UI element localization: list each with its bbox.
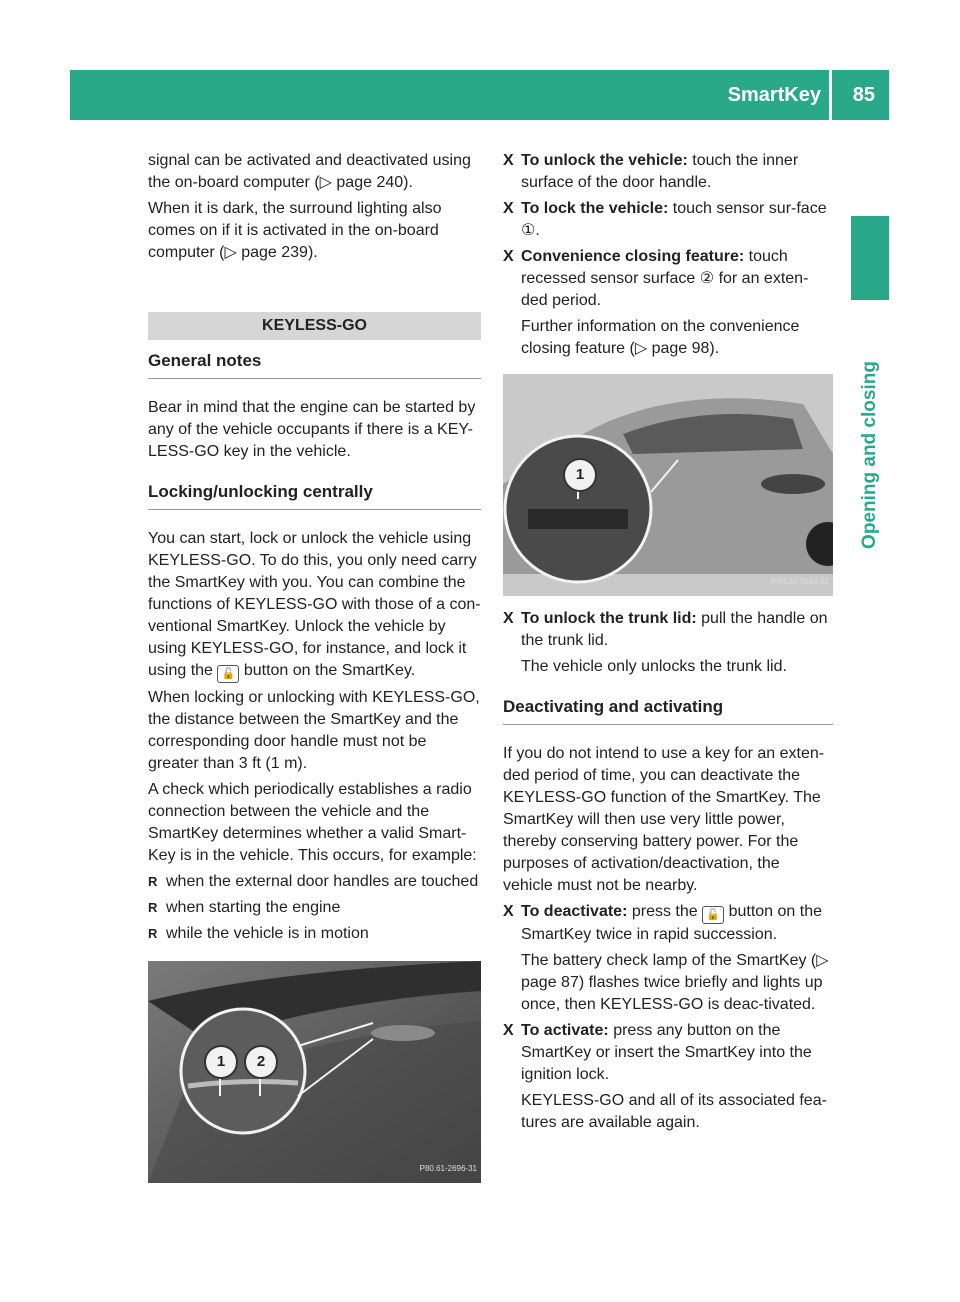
side-tab-block xyxy=(851,216,889,300)
intro-paragraph-2: When it is dark, the surround lighting also comes on if it is activated in the on-board computer (▷ page 239). xyxy=(148,200,442,261)
step-marker: X xyxy=(503,610,514,627)
callout-ref-1: ① xyxy=(521,222,536,239)
general-notes-paragraph: Bear in mind that the engine can be started by any of the vehicle occupants if there is a KEY-LESS-GO key in the vehicle. xyxy=(148,399,476,460)
right-column xyxy=(503,150,833,1138)
locking-paragraph-1-b: button on the SmartKey. xyxy=(243,662,416,679)
step-text: press any button on the SmartKey or insert the SmartKey into the ignition lock. xyxy=(521,1022,812,1083)
callout-ref-2: ② xyxy=(699,270,715,287)
deactivating-heading: Deactivating and activating xyxy=(503,696,833,725)
step-marker: X xyxy=(503,152,514,169)
section-title-bar xyxy=(148,312,481,340)
image-caption: P80.61-2696-31 xyxy=(419,1164,477,1173)
section-title: KEYLESS-GO xyxy=(262,317,367,334)
step-text-end: . xyxy=(535,222,540,239)
step-text: touch recessed sensor surface xyxy=(521,248,788,287)
locking-paragraph-3: A check which periodically establishes a radio connection between the vehicle and the SmartKey determines whether a valid Smart-Key is in the vehicle. This occurs, for example: xyxy=(148,781,477,864)
bullet-marker: R xyxy=(148,874,158,889)
step-label: Convenience closing feature: xyxy=(521,248,745,265)
header-title: SmartKey xyxy=(727,84,821,106)
locking-paragraph-1 xyxy=(148,528,481,683)
intro-paragraph-1: signal can be activated and deactivated using the on-board computer (▷ page 240). xyxy=(148,152,471,191)
step-lock-vehicle xyxy=(503,198,833,242)
step-marker: X xyxy=(503,248,514,265)
step-label: To unlock the vehicle: xyxy=(521,152,688,169)
step-text: press the xyxy=(631,903,698,920)
step-text-end: for an exten-ded period. xyxy=(521,270,809,309)
step-marker: X xyxy=(503,1022,514,1039)
step-unlock-trunk xyxy=(503,608,833,652)
page-number: 85 xyxy=(852,84,875,106)
locking-paragraph-2: When locking or unlocking with KEYLESS-GO, the distance between the SmartKey and the corresponding door handle must not be greater than 3 ft (1 m). xyxy=(148,689,480,772)
unlock-icon: 🔓 xyxy=(217,665,239,683)
left-column xyxy=(148,150,481,1183)
header-bar xyxy=(70,70,889,120)
side-tab xyxy=(851,310,889,600)
step-marker: X xyxy=(503,200,514,217)
list-item xyxy=(148,871,481,893)
door-handle-image xyxy=(148,961,481,1183)
bullet-marker: R xyxy=(148,926,158,941)
trunk-note: The vehicle only unlocks the trunk lid. xyxy=(521,658,787,675)
step-activate xyxy=(503,1020,833,1086)
list-item xyxy=(148,897,481,919)
deactivating-paragraph: If you do not intend to use a key for an exten-ded period of time, you can deactivate the KEYLESS-GO function of the SmartKey. The SmartKey will then use very little power, thereby conserving battery power. For the purposes of activation/deactivation, the vehicle must not be nearby. xyxy=(503,745,825,894)
step-label: To unlock the trunk lid: xyxy=(521,610,697,627)
list-item-text: while the vehicle is in motion xyxy=(166,925,369,942)
convenience-note: Further information on the convenience closing feature (▷ page 98). xyxy=(521,318,800,357)
list-item-text: when starting the engine xyxy=(166,899,341,916)
step-label: To activate: xyxy=(521,1022,609,1039)
step-text: touch the inner surface of the door handle. xyxy=(521,152,799,191)
callout-2: 2 xyxy=(244,1045,278,1079)
header-separator xyxy=(829,70,832,120)
side-tab-label: Opening and closing xyxy=(859,361,880,549)
bullet-marker: R xyxy=(148,900,158,915)
unlock-icon: 🔓 xyxy=(702,906,724,924)
step-deactivate xyxy=(503,901,833,946)
deactivate-note: The battery check lamp of the SmartKey (▷ page 87) flashes twice briefly and lights up once, then KEYLESS-GO is deac-tivated. xyxy=(521,952,829,1013)
step-convenience-closing xyxy=(503,246,833,312)
image-caption: P80.20-3834-31 xyxy=(771,577,829,586)
callout-1: 1 xyxy=(563,458,597,492)
step-marker: X xyxy=(503,903,514,920)
activate-note: KEYLESS-GO and all of its associated fea-tures are available again. xyxy=(521,1092,827,1131)
list-item-text: when the external door handles are touched xyxy=(166,873,479,890)
list-item xyxy=(148,923,481,945)
step-text: touch sensor sur-face xyxy=(672,200,827,217)
locking-heading: Locking/unlocking centrally xyxy=(148,481,481,510)
callout-1: 1 xyxy=(204,1045,238,1079)
step-unlock-vehicle xyxy=(503,150,833,194)
step-text-end: button on the SmartKey twice in rapid succession. xyxy=(521,903,822,943)
trunk-image xyxy=(503,374,833,596)
step-text: pull the handle on the trunk lid. xyxy=(521,610,828,649)
locking-paragraph-1-a: You can start, lock or unlock the vehicle using KEYLESS-GO. To do this, you only need carry the SmartKey with you. You can combine the functions of KEYLESS-GO with those of a con-ventional SmartKey. Unlock the vehicle by using KEYLESS-GO, for instance, and lock it using the xyxy=(148,530,481,679)
step-label: To deactivate: xyxy=(521,903,628,920)
general-notes-heading: General notes xyxy=(148,350,481,379)
trunk-illustration xyxy=(503,374,833,596)
door-handle-illustration xyxy=(148,961,481,1183)
step-label: To lock the vehicle: xyxy=(521,200,669,217)
